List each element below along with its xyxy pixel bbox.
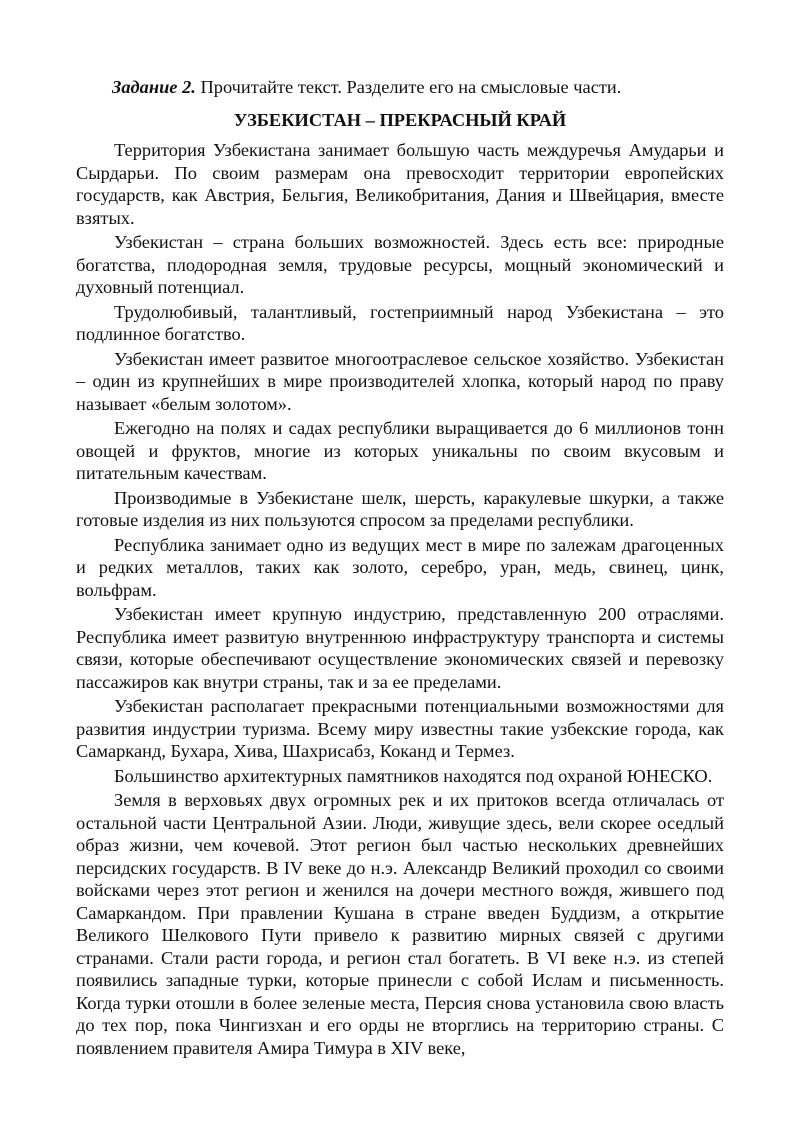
paragraph: Большинство архитектурных памятников находятся под охраной ЮНЕСКО. [114, 765, 713, 786]
task-text: Прочитайте текст. Разделите его на смысловые части. [195, 77, 622, 97]
paragraph: Земля в верховьях двух огромных рек и их притоков всегда отличалась от остальной части Центральной Азии. Люди, живущие здесь, вели скорее оседлый образ жизни, чем кочевой. Этот регион был частью нескольких древнейших персидских государств. В IV веке до н.э. Александр Великий проходил со своими войсками через этот регион и женился на дочери местного вождя, жившего под Самаркандом. При правлении Кушана в стране введен Буддизм, а открытие Великого Шелкового Пути привело к развитию мирных связей с другими странами. Стали расти города, и регион стал богатеть. В VI веке н.э. из степей появились западные турки, которые принесли с собой Ислам и письменность. Когда турки отошли в более зеленые места, Персия снова установила свою власть до тех пор, пока Чингизхан и его орды не вторглись на территорию страны. С появлением правителя Амира Тимура в XIV веке, [76, 790, 724, 1058]
paragraph: Трудолюбивый, талантливый, гостеприимный народ Узбекистана – это подлинное богатство. [76, 301, 724, 344]
paragraph: Республика занимает одно из ведущих мест в мире по залежам драгоценных и редких металлов, таких как золото, серебро, уран, медь, свинец, цинк, вольфрам. [76, 534, 724, 600]
paragraph: Узбекистан располагает прекрасными потенциальными возможностями для развития индустрии туризма. Всему миру известны такие узбекские города, как Самарканд, Бухара, Хива, Шахрисабз, Коканд и Термез. [76, 696, 724, 761]
paragraph: Узбекистан – страна больших возможностей. Здесь есть все: природные богатства, плодородная земля, трудовые ресурсы, мощный экономический и духовный потенциал. [76, 232, 724, 297]
paragraph: Производимые в Узбекистане шелк, шерсть, каракулевые шкурки, а также готовые изделия из них пользуются спросом за пределами республики. [76, 487, 724, 530]
task-instruction [112, 76, 724, 99]
task-label: Задание 2. [112, 77, 196, 97]
paragraph: Ежегодно на полях и садах республики выращивается до 6 миллионов тонн овощей и фруктов, многие из которых уникальны по своим вкусовым и питательным качествам. [76, 418, 724, 483]
paragraph: Узбекистан имеет развитое многоотраслевое сельское хозяйство. Узбекистан – один из крупнейших в мире производителей хлопка, который народ по праву называет «белым золотом». [76, 348, 724, 414]
paragraph: Узбекистан имеет крупную индустрию, представленную 200 отраслями. Республика имеет развитую внутреннюю инфраструктуру транспорта и системы связи, которые обеспечивают осуществление экономических связей и перевозку пассажиров как внутри страны, так и за ее пределами. [76, 604, 724, 692]
paragraph: Территория Узбекистана занимает большую часть междуречья Амударьи и Сырдарьи. По своим размерам она превосходит территории европейских государств, как Австрия, Бельгия, Великобритания, Дания и Швейцария, вместе взятых. [76, 140, 724, 228]
text-title: УЗБЕКИСТАН – ПРЕКРАСНЫЙ КРАЙ [233, 109, 567, 130]
